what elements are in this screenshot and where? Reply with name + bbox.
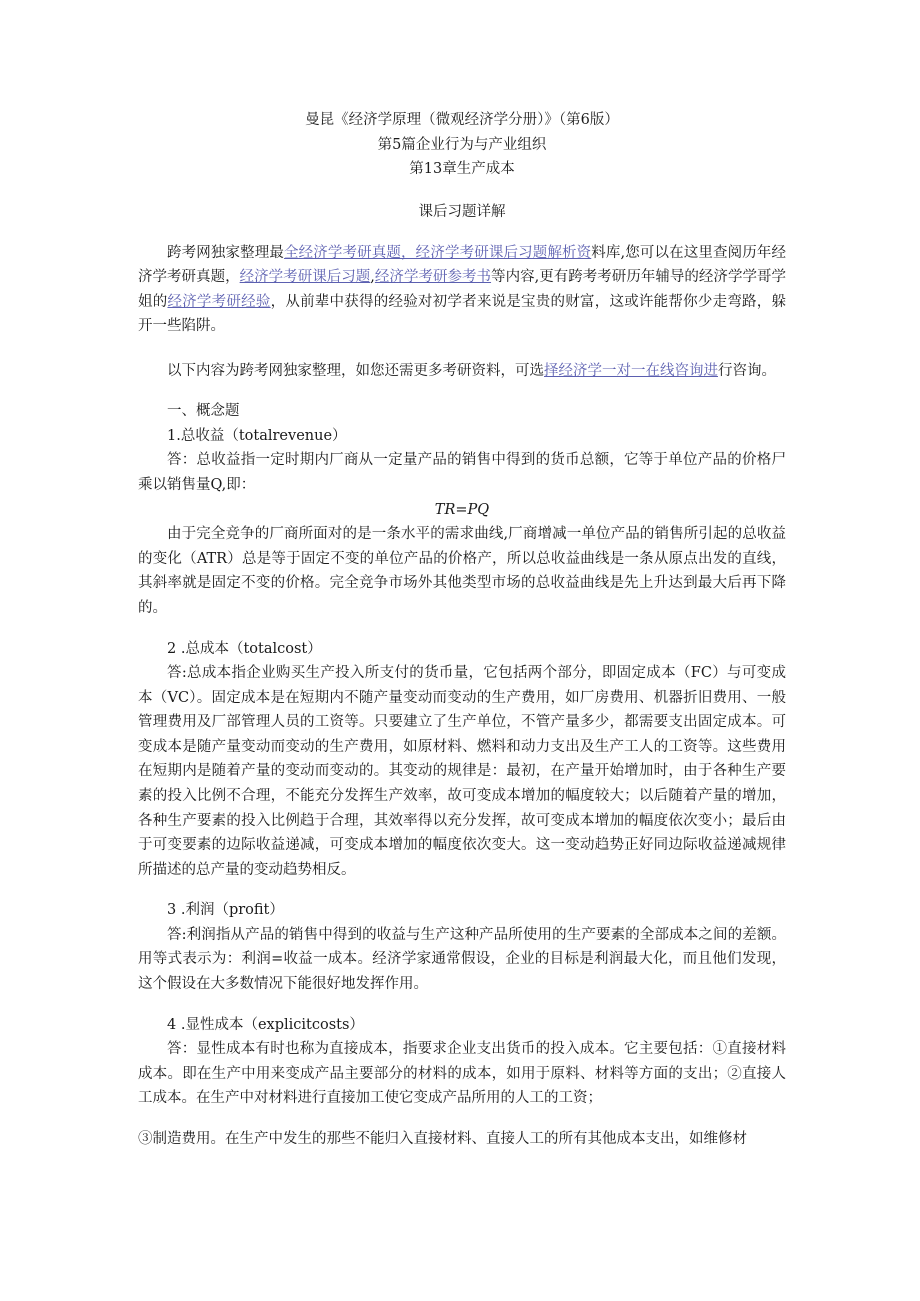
section-heading: 一、概念题 <box>167 403 240 420</box>
intro-paragraph-2 <box>138 359 786 384</box>
item-3-heading: 3 .利润（profit） <box>167 902 284 919</box>
intro2-text-a: 以下内容为跨考网独家整理，如您还需更多考研资料，可选 <box>167 362 544 379</box>
item-2-answer: 答:总成本指企业购买生产投入所支付的货币量，它包括两个部分，即固定成本（FC）与可变成本（VC）。固定成本是在短期内不随产量变动而变动的生产费用，如厂房费用、机器折旧费用、一般管理费用及厂部管理人员的工资等。只要建立了生产单位，不管产量多少，都需要支出固定成本。可变成本是随产量变动而变动的生产费用，如原材料、燃料和动力支出及生产工人的工资等。这些费用在短期内是随着产量的变动而变动的。其变动的规律是：最初，在产量开始增加时，由于各种生产要素的投入比例不合理，不能充分发挥生产效率，故可变成本增加的幅度较大；以后随着产量的增加，各种生产要素的投入比例趋于合理，其效率得以充分发挥，故可变成本增加的幅度依次变小；最后由于可变要素的边际收益递减，可变成本增加的幅度依次变大。这一变动趋势正好同边际收益递减规律所描述的总产量的变动趋势相反。 <box>138 665 786 878</box>
intro-text-e: ，从前辈中获得的经验对初学者来说是宝贵的财富，这或许能帮你少走弯路，躲开一些陷阱。 <box>138 293 787 335</box>
intro-text-c: , <box>370 269 375 286</box>
link-exam-experience[interactable]: 经济学考研经验 <box>167 293 271 310</box>
chapter-title: 第13章生产成本 <box>409 161 515 177</box>
section-title: 课后习题详解 <box>418 203 506 220</box>
link-online-consult[interactable]: 择经济学一对一在线咨询进 <box>544 362 718 379</box>
book-title: 曼昆《经济学原理（微观经济学分册）》（第6版） <box>305 112 619 128</box>
item-4-heading: 4 .显性成本（explicitcosts） <box>167 1016 364 1033</box>
intro-paragraph-1 <box>138 241 786 339</box>
item-4-answer-continued: ③制造费用。在生产中发生的那些不能归入直接材料、直接人工的所有其他成本支出，如维修材 <box>138 1130 747 1147</box>
title-block <box>138 108 786 182</box>
intro-text-b: 料库,您可以在这里查阅历年经济学考研真题， <box>138 244 787 286</box>
item-1-formula: TR=PQ <box>434 501 490 518</box>
part-title: 第5篇企业行为与产业组织 <box>377 136 547 153</box>
intro2-text-b: 行咨询。 <box>718 362 776 379</box>
intro-text-d: 等内容,更有跨考考研历年辅导的经济学学哥学姐的 <box>138 269 787 310</box>
item-3-answer: 答:利润指从产品的销售中得到的收益与生产这种产品所使用的生产要素的全部成本之间的差额。用等式表示为：利润=收益一成本。经济学家通常假设，企业的目标是利润最大化，而且他们发现，这个假设在大多数情况下能很好地发挥作用。 <box>138 926 786 993</box>
item-1-answer: 答：总收益指一定时期内厂商从一定量产品的销售中得到的货币总额，它等于单位产品的价格尸乘以销售量Q,即： <box>138 452 786 494</box>
item-1-heading: 1.总收益（totalrevenue） <box>167 427 347 444</box>
intro-text-a: 跨考网独家整理最 <box>167 244 285 261</box>
document-page <box>138 108 786 1152</box>
link-exercises[interactable]: 经济学考研课后习题 <box>239 269 371 286</box>
link-exam-papers[interactable]: 全经济学考研真题，经济学考研课后习题解析资 <box>284 244 592 261</box>
link-reference-books[interactable]: 经济学考研参考书 <box>374 269 492 286</box>
item-4-answer: 答：显性成本有时也称为直接成本，指要求企业支出货币的投入成本。它主要包括：①直接材料成本。即在生产中用来变成产品主要部分的材料的成本，如用于原料、材料等方面的支出；②直接人工成本。在生产中对材料进行直接加工使它变成产品所用的人工的工资； <box>138 1041 786 1107</box>
item-1-answer-continued: 由于完全竞争的厂商所面对的是一条水平的需求曲线,厂商增减一单位产品的销售所引起的总收益的变化（ATR）总是等于固定不变的单位产品的价格产，所以总收益曲线是一条从原点出发的直线，其斜率就是固定不变的价格。完全竞争市场外其他类型市场的总收益曲线是先上升达到最大后再下降的。 <box>138 526 786 616</box>
item-2-heading: 2 .总成本（totalcost） <box>167 640 322 657</box>
